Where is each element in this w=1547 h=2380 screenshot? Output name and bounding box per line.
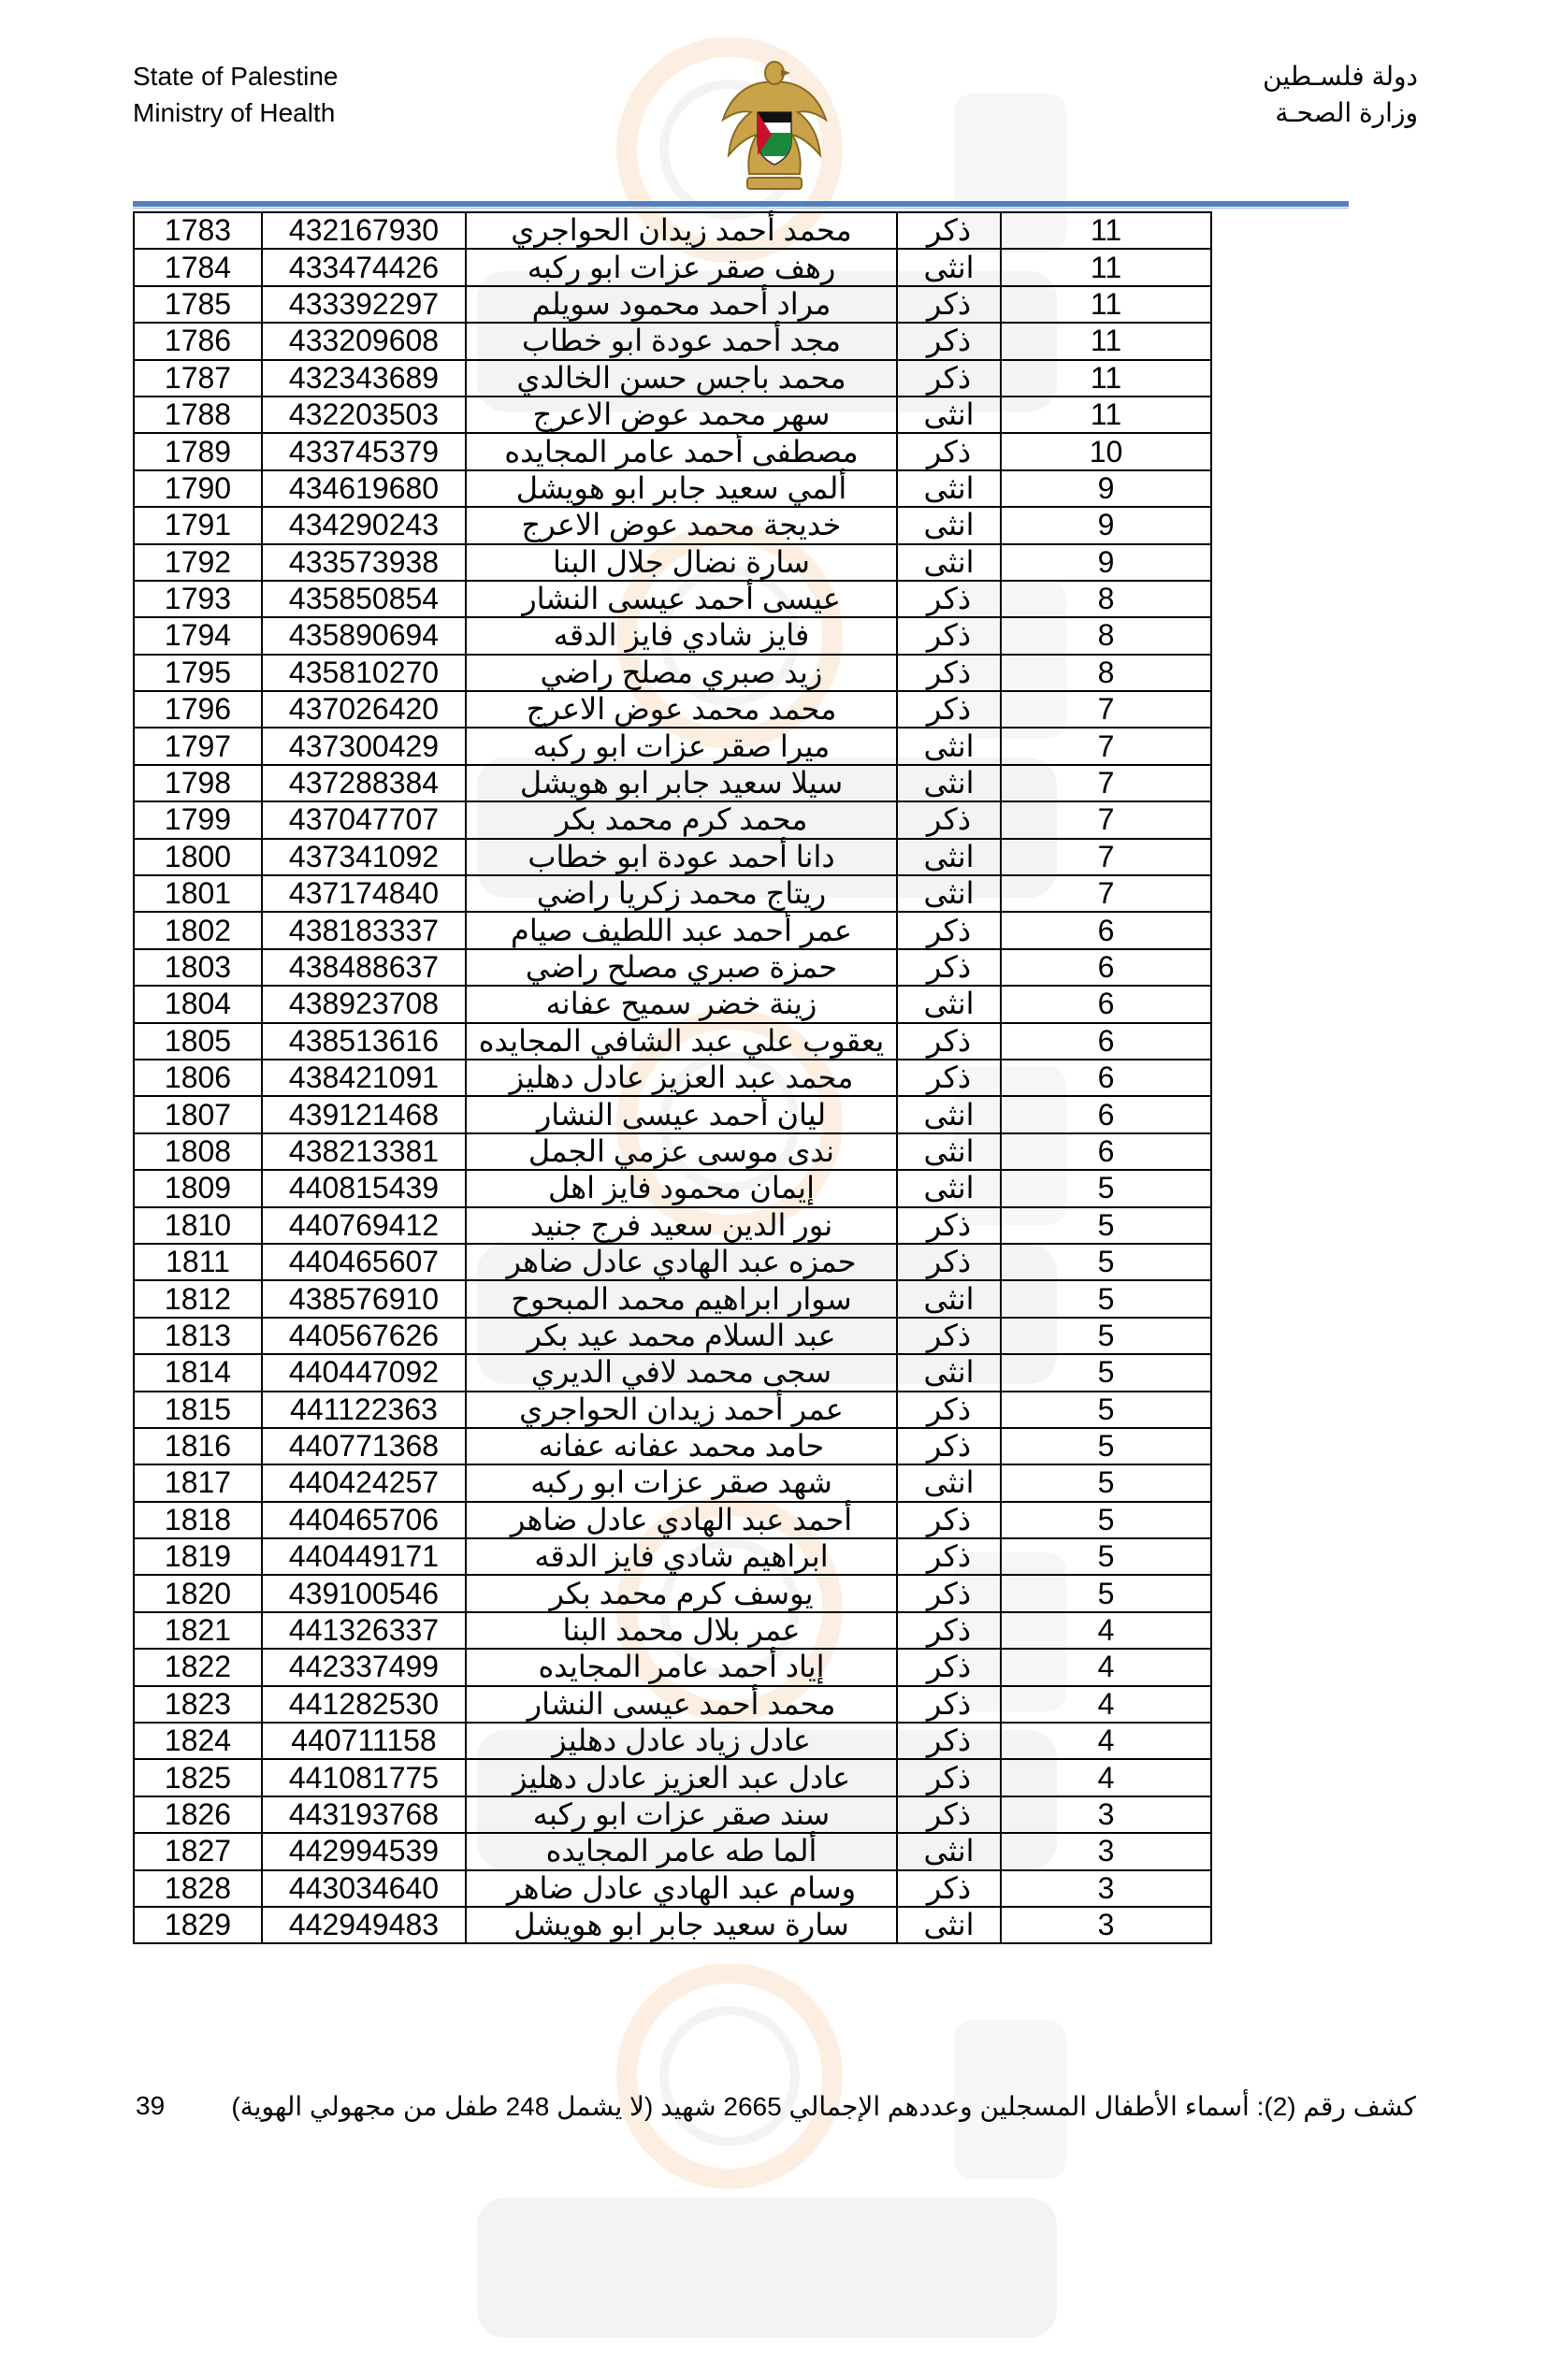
table-row bbox=[134, 875, 1211, 912]
table-row bbox=[134, 1280, 1211, 1317]
page-number: 39 bbox=[136, 2091, 166, 2120]
name-cell: فايز شادي فايز الدقه bbox=[466, 617, 897, 654]
age-cell: 7 bbox=[1001, 801, 1211, 838]
age-cell: 5 bbox=[1001, 1318, 1211, 1354]
serial-cell: 1809 bbox=[134, 1170, 262, 1206]
table-row bbox=[134, 949, 1211, 986]
id-number-cell: 433745379 bbox=[262, 433, 466, 469]
gender-cell: ذكر bbox=[897, 1759, 1001, 1796]
age-cell: 8 bbox=[1001, 581, 1211, 617]
gender-cell: ذكر bbox=[897, 323, 1001, 359]
serial-cell: 1814 bbox=[134, 1354, 262, 1391]
gender-cell: ذكر bbox=[897, 1060, 1001, 1096]
id-number-cell: 437174840 bbox=[262, 875, 466, 912]
age-cell: 9 bbox=[1001, 544, 1211, 581]
gender-cell: ذكر bbox=[897, 1796, 1001, 1833]
header-arabic bbox=[1263, 58, 1418, 131]
gender-cell: ذكر bbox=[897, 1392, 1001, 1428]
name-cell: حامد محمد عفانه عفانه bbox=[466, 1428, 897, 1464]
name-cell: محمد أحمد عيسى النشار bbox=[466, 1686, 897, 1723]
table-row bbox=[134, 1354, 1211, 1391]
age-cell: 5 bbox=[1001, 1538, 1211, 1575]
gender-cell: انثى bbox=[897, 1907, 1001, 1943]
id-number-cell: 437047707 bbox=[262, 801, 466, 838]
id-number-cell: 441122363 bbox=[262, 1392, 466, 1428]
table-row bbox=[134, 1686, 1211, 1723]
serial-cell: 1813 bbox=[134, 1318, 262, 1354]
name-cell: سارة سعيد جابر ابو هويشل bbox=[466, 1907, 897, 1943]
gender-cell: ذكر bbox=[897, 212, 1001, 249]
serial-cell: 1826 bbox=[134, 1796, 262, 1833]
table-row bbox=[134, 1796, 1211, 1833]
age-cell: 11 bbox=[1001, 360, 1211, 397]
palestine-eagle-emblem-icon bbox=[716, 54, 833, 200]
id-number-cell: 438488637 bbox=[262, 949, 466, 986]
serial-cell: 1791 bbox=[134, 507, 262, 543]
gender-cell: ذكر bbox=[897, 1207, 1001, 1244]
gender-cell: ذكر bbox=[897, 1318, 1001, 1354]
gender-cell: ذكر bbox=[897, 691, 1001, 728]
id-number-cell: 441282530 bbox=[262, 1686, 466, 1723]
age-cell: 11 bbox=[1001, 397, 1211, 433]
name-cell: يوسف كرم محمد بكر bbox=[466, 1575, 897, 1611]
table-row bbox=[134, 1907, 1211, 1943]
name-cell: سيلا سعيد جابر ابو هويشل bbox=[466, 765, 897, 801]
country-name-en: State of Palestine bbox=[133, 62, 339, 91]
gender-cell: انثى bbox=[897, 1464, 1001, 1501]
name-cell: يعقوب علي عبد الشافي المجايده bbox=[466, 1023, 897, 1060]
gender-cell: انثى bbox=[897, 1280, 1001, 1317]
id-number-cell: 439121468 bbox=[262, 1096, 466, 1132]
id-number-cell: 438576910 bbox=[262, 1280, 466, 1317]
age-cell: 7 bbox=[1001, 839, 1211, 875]
serial-cell: 1808 bbox=[134, 1133, 262, 1170]
id-number-cell: 442994539 bbox=[262, 1833, 466, 1869]
age-cell: 5 bbox=[1001, 1575, 1211, 1611]
id-number-cell: 435890694 bbox=[262, 617, 466, 654]
serial-cell: 1815 bbox=[134, 1392, 262, 1428]
gender-cell: انثى bbox=[897, 839, 1001, 875]
age-cell: 3 bbox=[1001, 1796, 1211, 1833]
serial-cell: 1784 bbox=[134, 249, 262, 285]
gender-cell: انثى bbox=[897, 397, 1001, 433]
gender-cell: انثى bbox=[897, 544, 1001, 581]
children-records-table bbox=[133, 211, 1212, 1944]
age-cell: 4 bbox=[1001, 1723, 1211, 1759]
age-cell: 4 bbox=[1001, 1649, 1211, 1685]
name-cell: مصطفى أحمد عامر المجايده bbox=[466, 433, 897, 469]
age-cell: 6 bbox=[1001, 1096, 1211, 1132]
serial-cell: 1790 bbox=[134, 470, 262, 507]
gender-cell: انثى bbox=[897, 1833, 1001, 1869]
id-number-cell: 440711158 bbox=[262, 1723, 466, 1759]
name-cell: إياد أحمد عامر المجايده bbox=[466, 1649, 897, 1685]
gender-cell: انثى bbox=[897, 249, 1001, 285]
age-cell: 6 bbox=[1001, 986, 1211, 1022]
gender-cell: ذكر bbox=[897, 1428, 1001, 1464]
name-cell: عادل عبد العزيز عادل دهليز bbox=[466, 1759, 897, 1796]
id-number-cell: 443193768 bbox=[262, 1796, 466, 1833]
serial-cell: 1800 bbox=[134, 839, 262, 875]
table-row bbox=[134, 1392, 1211, 1428]
watermark-logo-icon bbox=[430, 1964, 1104, 2380]
age-cell: 5 bbox=[1001, 1170, 1211, 1206]
serial-cell: 1803 bbox=[134, 949, 262, 986]
table-row bbox=[134, 1649, 1211, 1685]
gender-cell: ذكر bbox=[897, 1649, 1001, 1685]
age-cell: 11 bbox=[1001, 323, 1211, 359]
table-row bbox=[134, 1170, 1211, 1206]
gender-cell: ذكر bbox=[897, 433, 1001, 469]
name-cell: عيسى أحمد عيسى النشار bbox=[466, 581, 897, 617]
name-cell: شهد صقر عزات ابو ركبه bbox=[466, 1464, 897, 1501]
name-cell: ألمي سعيد جابر ابو هويشل bbox=[466, 470, 897, 507]
gender-cell: انثى bbox=[897, 507, 1001, 543]
name-cell: محمد كرم محمد بكر bbox=[466, 801, 897, 838]
age-cell: 3 bbox=[1001, 1833, 1211, 1869]
gender-cell: انثى bbox=[897, 875, 1001, 912]
id-number-cell: 440769412 bbox=[262, 1207, 466, 1244]
id-number-cell: 442949483 bbox=[262, 1907, 466, 1943]
table-row bbox=[134, 544, 1211, 581]
table-row bbox=[134, 1870, 1211, 1907]
id-number-cell: 441326337 bbox=[262, 1612, 466, 1649]
header-divider-thin bbox=[133, 208, 1349, 209]
table-row bbox=[134, 1723, 1211, 1759]
serial-cell: 1816 bbox=[134, 1428, 262, 1464]
age-cell: 5 bbox=[1001, 1207, 1211, 1244]
serial-cell: 1818 bbox=[134, 1502, 262, 1538]
age-cell: 5 bbox=[1001, 1428, 1211, 1464]
gender-cell: انثى bbox=[897, 1170, 1001, 1206]
serial-cell: 1807 bbox=[134, 1096, 262, 1132]
serial-cell: 1829 bbox=[134, 1907, 262, 1943]
id-number-cell: 437341092 bbox=[262, 839, 466, 875]
gender-cell: انثى bbox=[897, 1354, 1001, 1391]
age-cell: 6 bbox=[1001, 912, 1211, 948]
table-row bbox=[134, 1244, 1211, 1280]
age-cell: 8 bbox=[1001, 655, 1211, 691]
serial-cell: 1783 bbox=[134, 212, 262, 249]
id-number-cell: 434290243 bbox=[262, 507, 466, 543]
gender-cell: انثى bbox=[897, 728, 1001, 764]
table-row bbox=[134, 212, 1211, 249]
table-row bbox=[134, 1318, 1211, 1354]
serial-cell: 1789 bbox=[134, 433, 262, 469]
id-number-cell: 440771368 bbox=[262, 1428, 466, 1464]
name-cell: سجى محمد لافي الديري bbox=[466, 1354, 897, 1391]
age-cell: 7 bbox=[1001, 875, 1211, 912]
name-cell: عمر أحمد زيدان الحواجري bbox=[466, 1392, 897, 1428]
name-cell: مراد أحمد محمود سويلم bbox=[466, 286, 897, 323]
table-row bbox=[134, 1207, 1211, 1244]
id-number-cell: 438421091 bbox=[262, 1060, 466, 1096]
table-row bbox=[134, 1833, 1211, 1869]
country-name-ar: دولة فلسـطين bbox=[1263, 62, 1418, 91]
table-row bbox=[134, 1464, 1211, 1501]
name-cell: دانا أحمد عودة ابو خطاب bbox=[466, 839, 897, 875]
id-number-cell: 432203503 bbox=[262, 397, 466, 433]
age-cell: 7 bbox=[1001, 765, 1211, 801]
age-cell: 9 bbox=[1001, 507, 1211, 543]
name-cell: خديجة محمد عوض الاعرج bbox=[466, 507, 897, 543]
gender-cell: انثى bbox=[897, 1133, 1001, 1170]
name-cell: سهر محمد عوض الاعرج bbox=[466, 397, 897, 433]
serial-cell: 1823 bbox=[134, 1686, 262, 1723]
serial-cell: 1785 bbox=[134, 286, 262, 323]
gender-cell: ذكر bbox=[897, 655, 1001, 691]
age-cell: 4 bbox=[1001, 1612, 1211, 1649]
gender-cell: ذكر bbox=[897, 286, 1001, 323]
age-cell: 3 bbox=[1001, 1870, 1211, 1907]
serial-cell: 1812 bbox=[134, 1280, 262, 1317]
header-divider bbox=[133, 201, 1349, 207]
age-cell: 3 bbox=[1001, 1907, 1211, 1943]
gender-cell: انثى bbox=[897, 986, 1001, 1022]
name-cell: وسام عبد الهادي عادل ضاهر bbox=[466, 1870, 897, 1907]
id-number-cell: 440465706 bbox=[262, 1502, 466, 1538]
table-row bbox=[134, 801, 1211, 838]
gender-cell: ذكر bbox=[897, 617, 1001, 654]
serial-cell: 1819 bbox=[134, 1538, 262, 1575]
serial-cell: 1805 bbox=[134, 1023, 262, 1060]
serial-cell: 1810 bbox=[134, 1207, 262, 1244]
id-number-cell: 441081775 bbox=[262, 1759, 466, 1796]
age-cell: 5 bbox=[1001, 1392, 1211, 1428]
name-cell: حمزه عبد الهادي عادل ضاهر bbox=[466, 1244, 897, 1280]
gender-cell: انثى bbox=[897, 470, 1001, 507]
gender-cell: ذكر bbox=[897, 360, 1001, 397]
serial-cell: 1798 bbox=[134, 765, 262, 801]
table-row bbox=[134, 1575, 1211, 1611]
table-row bbox=[134, 470, 1211, 507]
name-cell: إيمان محمود فايز اهل bbox=[466, 1170, 897, 1206]
id-number-cell: 435850854 bbox=[262, 581, 466, 617]
age-cell: 6 bbox=[1001, 1060, 1211, 1096]
gender-cell: ذكر bbox=[897, 912, 1001, 948]
name-cell: محمد أحمد زيدان الحواجري bbox=[466, 212, 897, 249]
age-cell: 6 bbox=[1001, 949, 1211, 986]
id-number-cell: 440424257 bbox=[262, 1464, 466, 1501]
age-cell: 7 bbox=[1001, 728, 1211, 764]
serial-cell: 1801 bbox=[134, 875, 262, 912]
gender-cell: انثى bbox=[897, 1096, 1001, 1132]
age-cell: 5 bbox=[1001, 1354, 1211, 1391]
id-number-cell: 437026420 bbox=[262, 691, 466, 728]
table-row bbox=[134, 986, 1211, 1022]
id-number-cell: 433209608 bbox=[262, 323, 466, 359]
age-cell: 6 bbox=[1001, 1023, 1211, 1060]
gender-cell: ذكر bbox=[897, 581, 1001, 617]
id-number-cell: 435810270 bbox=[262, 655, 466, 691]
serial-cell: 1786 bbox=[134, 323, 262, 359]
table-row bbox=[134, 839, 1211, 875]
serial-cell: 1796 bbox=[134, 691, 262, 728]
table-row bbox=[134, 1133, 1211, 1170]
name-cell: ريتاج محمد زكريا راضي bbox=[466, 875, 897, 912]
serial-cell: 1827 bbox=[134, 1833, 262, 1869]
id-number-cell: 433392297 bbox=[262, 286, 466, 323]
gender-cell: ذكر bbox=[897, 1686, 1001, 1723]
table-row bbox=[134, 655, 1211, 691]
id-number-cell: 440447092 bbox=[262, 1354, 466, 1391]
name-cell: زينة خضر سميح عفانه bbox=[466, 986, 897, 1022]
gender-cell: ذكر bbox=[897, 1244, 1001, 1280]
serial-cell: 1802 bbox=[134, 912, 262, 948]
id-number-cell: 443034640 bbox=[262, 1870, 466, 1907]
gender-cell: ذكر bbox=[897, 1575, 1001, 1611]
serial-cell: 1787 bbox=[134, 360, 262, 397]
age-cell: 8 bbox=[1001, 617, 1211, 654]
name-cell: عبد السلام محمد عيد بكر bbox=[466, 1318, 897, 1354]
id-number-cell: 440449171 bbox=[262, 1538, 466, 1575]
name-cell: مجد أحمد عودة ابو خطاب bbox=[466, 323, 897, 359]
name-cell: عمر أحمد عبد اللطيف صيام bbox=[466, 912, 897, 948]
name-cell: ميرا صقر عزات ابو ركبه bbox=[466, 728, 897, 764]
name-cell: محمد باجس حسن الخالدي bbox=[466, 360, 897, 397]
serial-cell: 1794 bbox=[134, 617, 262, 654]
id-number-cell: 440815439 bbox=[262, 1170, 466, 1206]
gender-cell: ذكر bbox=[897, 801, 1001, 838]
table-row bbox=[134, 1023, 1211, 1060]
table-row bbox=[134, 1759, 1211, 1796]
gender-cell: ذكر bbox=[897, 1612, 1001, 1649]
serial-cell: 1788 bbox=[134, 397, 262, 433]
table-row bbox=[134, 1096, 1211, 1132]
name-cell: سوار ابراهيم محمد المبحوح bbox=[466, 1280, 897, 1317]
name-cell: رهف صقر عزات ابو ركبه bbox=[466, 249, 897, 285]
table-row bbox=[134, 1060, 1211, 1096]
gender-cell: ذكر bbox=[897, 1538, 1001, 1575]
header-english bbox=[133, 58, 338, 131]
gender-cell: ذكر bbox=[897, 949, 1001, 986]
serial-cell: 1795 bbox=[134, 655, 262, 691]
id-number-cell: 438513616 bbox=[262, 1023, 466, 1060]
id-number-cell: 438923708 bbox=[262, 986, 466, 1022]
ministry-name-en: Ministry of Health bbox=[133, 98, 336, 127]
gender-cell: ذكر bbox=[897, 1870, 1001, 1907]
serial-cell: 1792 bbox=[134, 544, 262, 581]
serial-cell: 1825 bbox=[134, 1759, 262, 1796]
table-row bbox=[134, 691, 1211, 728]
name-cell: زيد صبري مصلح راضي bbox=[466, 655, 897, 691]
table-row bbox=[134, 397, 1211, 433]
name-cell: عمر بلال محمد البنا bbox=[466, 1612, 897, 1649]
table-row bbox=[134, 286, 1211, 323]
table-row bbox=[134, 912, 1211, 948]
table-row bbox=[134, 728, 1211, 764]
serial-cell: 1811 bbox=[134, 1244, 262, 1280]
serial-cell: 1820 bbox=[134, 1575, 262, 1611]
name-cell: ابراهيم شادي فايز الدقه bbox=[466, 1538, 897, 1575]
table-row bbox=[134, 433, 1211, 469]
age-cell: 9 bbox=[1001, 470, 1211, 507]
ministry-name-ar: وزارة الصحـة bbox=[1275, 98, 1418, 127]
id-number-cell: 433474426 bbox=[262, 249, 466, 285]
table-row bbox=[134, 1612, 1211, 1649]
table-row bbox=[134, 617, 1211, 654]
id-number-cell: 439100546 bbox=[262, 1575, 466, 1611]
name-cell: سند صقر عزات ابو ركبه bbox=[466, 1796, 897, 1833]
id-number-cell: 438183337 bbox=[262, 912, 466, 948]
id-number-cell: 433573938 bbox=[262, 544, 466, 581]
table-row bbox=[134, 765, 1211, 801]
table-row bbox=[134, 1428, 1211, 1464]
serial-cell: 1822 bbox=[134, 1649, 262, 1685]
serial-cell: 1797 bbox=[134, 728, 262, 764]
serial-cell: 1799 bbox=[134, 801, 262, 838]
serial-cell: 1804 bbox=[134, 986, 262, 1022]
id-number-cell: 437300429 bbox=[262, 728, 466, 764]
serial-cell: 1821 bbox=[134, 1612, 262, 1649]
age-cell: 7 bbox=[1001, 691, 1211, 728]
age-cell: 5 bbox=[1001, 1464, 1211, 1501]
id-number-cell: 440567626 bbox=[262, 1318, 466, 1354]
age-cell: 11 bbox=[1001, 286, 1211, 323]
age-cell: 10 bbox=[1001, 433, 1211, 469]
list-caption: كشف رقم (2): أسماء الأطفال المسجلين وعددهم الإجمالي 2665 شهيد (لا يشمل 248 طفل من مجهولي الهوية) bbox=[231, 2092, 1416, 2121]
table-row bbox=[134, 1502, 1211, 1538]
gender-cell: ذكر bbox=[897, 1502, 1001, 1538]
table-row bbox=[134, 1538, 1211, 1575]
age-cell: 4 bbox=[1001, 1759, 1211, 1796]
age-cell: 5 bbox=[1001, 1280, 1211, 1317]
gender-cell: ذكر bbox=[897, 1723, 1001, 1759]
id-number-cell: 432343689 bbox=[262, 360, 466, 397]
id-number-cell: 440465607 bbox=[262, 1244, 466, 1280]
id-number-cell: 437288384 bbox=[262, 765, 466, 801]
serial-cell: 1828 bbox=[134, 1870, 262, 1907]
name-cell: ليان أحمد عيسى النشار bbox=[466, 1096, 897, 1132]
table-row bbox=[134, 581, 1211, 617]
age-cell: 4 bbox=[1001, 1686, 1211, 1723]
serial-cell: 1793 bbox=[134, 581, 262, 617]
serial-cell: 1817 bbox=[134, 1464, 262, 1501]
gender-cell: ذكر bbox=[897, 1023, 1001, 1060]
serial-cell: 1824 bbox=[134, 1723, 262, 1759]
name-cell: عادل زياد عادل دهليز bbox=[466, 1723, 897, 1759]
name-cell: ندى موسى عزمي الجمل bbox=[466, 1133, 897, 1170]
age-cell: 11 bbox=[1001, 212, 1211, 249]
serial-cell: 1806 bbox=[134, 1060, 262, 1096]
name-cell: سارة نضال جلال البنا bbox=[466, 544, 897, 581]
gender-cell: انثى bbox=[897, 765, 1001, 801]
table-row bbox=[134, 360, 1211, 397]
table-row bbox=[134, 323, 1211, 359]
name-cell: محمد محمد عوض الاعرج bbox=[466, 691, 897, 728]
id-number-cell: 442337499 bbox=[262, 1649, 466, 1685]
age-cell: 6 bbox=[1001, 1133, 1211, 1170]
id-number-cell: 434619680 bbox=[262, 470, 466, 507]
name-cell: نور الدين سعيد فرج جنيد bbox=[466, 1207, 897, 1244]
name-cell: أحمد عبد الهادي عادل ضاهر bbox=[466, 1502, 897, 1538]
age-cell: 5 bbox=[1001, 1502, 1211, 1538]
name-cell: حمزة صبري مصلح راضي bbox=[466, 949, 897, 986]
table-row bbox=[134, 249, 1211, 285]
id-number-cell: 438213381 bbox=[262, 1133, 466, 1170]
name-cell: محمد عبد العزيز عادل دهليز bbox=[466, 1060, 897, 1096]
id-number-cell: 432167930 bbox=[262, 212, 466, 249]
table-row bbox=[134, 507, 1211, 543]
age-cell: 11 bbox=[1001, 249, 1211, 285]
name-cell: ألما طه عامر المجايده bbox=[466, 1833, 897, 1869]
age-cell: 5 bbox=[1001, 1244, 1211, 1280]
